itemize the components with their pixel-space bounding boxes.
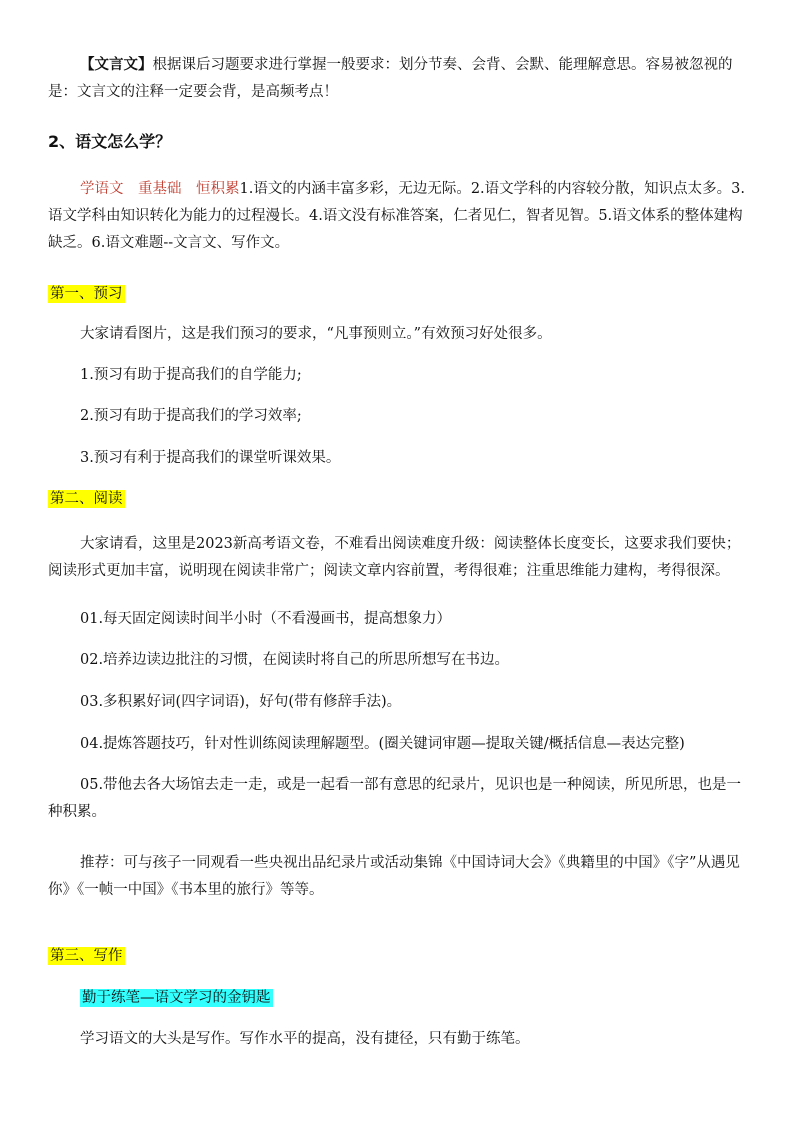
list-item: 3.预习有利于提高我们的课堂听课效果。 (80, 450, 341, 466)
section1-title-line (48, 281, 748, 308)
list-item: 1.预习有助于提高我们的自学能力; (80, 367, 302, 383)
section3-subtitle: 勤于练笔—语文学习的金钥匙 (82, 990, 271, 1006)
section1-title: 第一、预习 (50, 286, 123, 302)
section2-title-line (48, 486, 748, 513)
section2-title: 第二、阅读 (50, 491, 123, 507)
xue-paragraph (48, 176, 748, 257)
section3-title-line (48, 943, 748, 970)
xue-text: 1.语文的内涵丰富多彩，无边无际。2.语文学科的内容较分散，知识点太多。3.语文学科由知识转化为能力的过程漫长。4.语文没有标准答案，仁者见仁，智者见智。5.语文体系的整体建构缺乏。6.语文难题--文言文、写作文。 (48, 181, 746, 251)
section3-subtitle-line (48, 985, 748, 1012)
list-item: 05.带他去各大场馆去走一走，或是一起看一部有意思的纪录片，见识也是一种阅读，所见所思，也是一种积累。 (48, 777, 742, 820)
list-item: 01.每天固定阅读时间半小时（不看漫画书，提高想象力） (80, 611, 452, 627)
list-item: 03.多积累好词(四字词语)，好句(带有修辞手法)。 (80, 694, 402, 710)
intro-label: 【文言文】 (80, 56, 153, 73)
list-item: 04.提炼答题技巧，针对性训练阅读理解题型。(圈关键词审题—提取关键/概括信息—表达完整) (80, 736, 685, 752)
recommend-paragraph: 推荐：可与孩子一同观看一些央视出品纪录片或活动集锦《中国诗词大会》《典籍里的中国》《字”从遇见你》《一帧一中国》《书本里的旅行》等等。 (48, 855, 740, 898)
section1-intro: 大家请看图片，这是我们预习的要求，“凡事预则立。”有效预习好处很多。 (80, 326, 552, 342)
section2-intro: 大家请看，这里是2023新高考语文卷，不难看出阅读难度升级：阅读整体长度变长，这要求我们要快；阅读形式更加丰富，说明现在阅读非常广；阅读文章内容前置，考得很难；注重思维能力建构，考得很深。 (48, 536, 741, 579)
section-heading: 2、语文怎么学？ (48, 132, 172, 151)
list-item: 2.预习有助于提高我们的学习效率; (80, 408, 302, 424)
intro-paragraph (48, 51, 748, 106)
list-item: 02.培养边读边批注的习惯，在阅读时将自己的所思所想写在书边。 (80, 652, 510, 668)
intro-text: 根据课后习题要求进行掌握一般要求：划分节奏、会背、会默、能理解意思。容易被忽视的是：文言文的注释一定要会背，是高频考点！ (48, 57, 733, 100)
section3-title: 第三、写作 (50, 948, 123, 964)
xue-red-label: 学语文 重基础 恒积累 (80, 181, 240, 197)
section3-text: 学习语文的大头是写作。写作水平的提高，没有捷径，只有勤于练笔。 (80, 1031, 530, 1047)
